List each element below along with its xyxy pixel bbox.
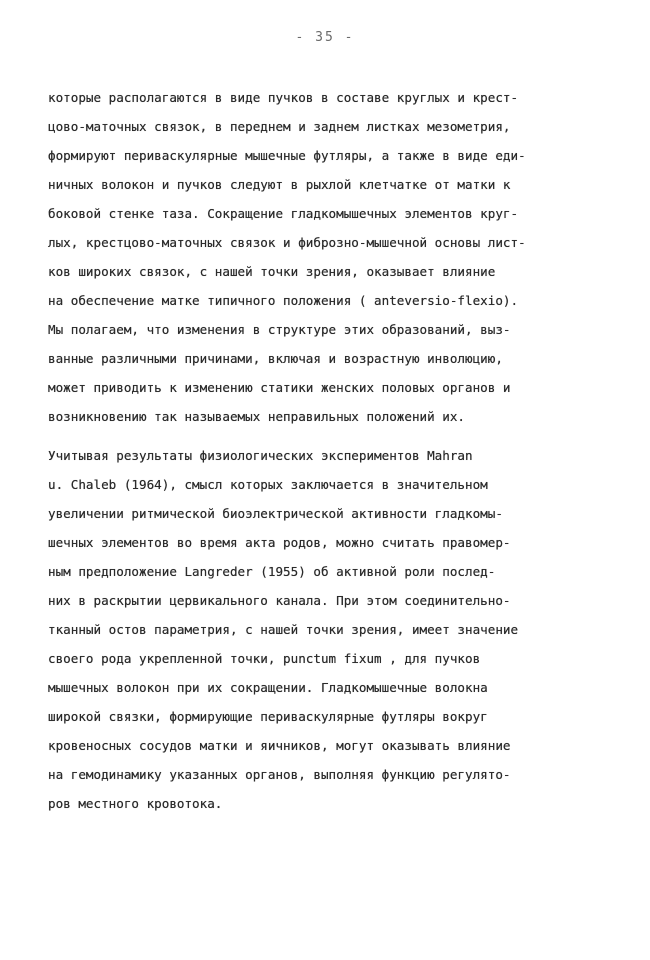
paragraph-1-line: боковой стенке таза. Сокращение гладкомышечных элементов круг-	[48, 206, 519, 221]
paragraph-2-line: u. Chaleb (1964), смысл которых заключается в значительном	[48, 477, 488, 492]
page-number: - 35 -	[295, 30, 355, 45]
paragraph-2-line: шечных элементов во время акта родов, можно считать правомер-	[48, 535, 511, 550]
paragraph-2-line: них в раскрытии цервикального канала. При этом соединительно-	[48, 593, 511, 608]
paragraph-1-line: ничных волокон и пучков следуют в рыхлой клетчатке от матки к	[48, 177, 511, 192]
paragraph-2-line: тканный остов параметрия, с нашей точки зрения, имеет значение	[48, 622, 519, 637]
paragraph-1-line: формируют периваскулярные мышечные футляры, а также в виде еди-	[48, 148, 526, 163]
paragraph-1-line: возникновению так называемых неправильных положений их.	[48, 409, 466, 424]
paragraph-1-line: лых, крестцово-маточных связок и фиброзно-мышечной основы лист-	[48, 235, 526, 250]
paragraph-1-line: которые располагаются в виде пучков в составе круглых и крест-	[48, 90, 519, 105]
paragraph-2-line: своего рода укрепленной точки, punctum fixum , для пучков	[48, 651, 481, 666]
paragraph-1-line: ков широких связок, с нашей точки зрения, оказывает влияние	[48, 264, 496, 279]
paragraph-2-line: Учитывая результаты физиологических экспериментов Mahran	[48, 448, 473, 463]
paragraph-2-line: широкой связки, формирующие периваскулярные футляры вокруг	[48, 709, 488, 724]
paragraph-2-line: мышечных волокон при их сокращении. Гладкомышечные волокна	[48, 680, 488, 695]
paragraph-1-line: на обеспечение матке типичного положения ( anteversio-flexio).	[48, 293, 519, 308]
paragraph-2-line: ным предположение Langreder (1955) об активной роли послед-	[48, 564, 496, 579]
paragraph-1-line: ванные различными причинами, включая и возрастную инволюцию,	[48, 351, 503, 366]
paragraph-2-line: увеличении ритмической биоэлектрической активности гладкомы-	[48, 506, 503, 521]
paragraph-2-line: кровеносных сосудов матки и яичников, могут оказывать влияние	[48, 738, 511, 753]
paragraph-1-line: может приводить к изменению статики женских половых органов и	[48, 380, 511, 395]
paragraph-2-line: на гемодинамику указанных органов, выполняя функцию регулято-	[48, 767, 511, 782]
paragraph-1-line: цово-маточных связок, в переднем и заднем листках мезометрия,	[48, 119, 511, 134]
paragraph-2-line: ров местного кровотока.	[48, 796, 223, 811]
paragraph-1-line: Мы полагаем, что изменения в структуре этих образований, выз-	[48, 322, 511, 337]
